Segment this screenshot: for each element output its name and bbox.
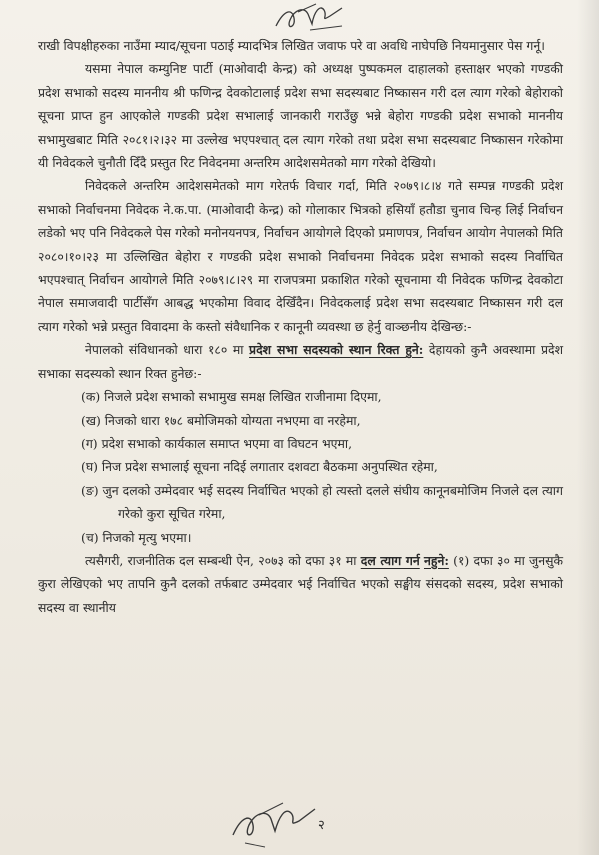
- document-body: [38, 34, 563, 619]
- list-item: (ख) निजको धारा १७८ बमोजिमको योग्यता नभएमा वा नरहेमा,: [81, 412, 361, 428]
- list-item: (घ) निज प्रदेश सभालाई सूचना नदिई लगातार दशवटा बैठकमा अनुपस्थित रहेमा,: [81, 459, 438, 475]
- paragraph-3: निवेदकले अन्तरिम आदेशसमेतको माग गरेतर्फ विचार गर्दा, मिति २०७९।८।४ गते सम्पन्न गण्डकी प्रदेश सभाको निर्वाचनमा निवेदक ने.क.पा. (माओवादी केन्द्र) को गोलाकार भित्रको हसियाँ हतौडा चुनाव चिन्ह लिई निर्वाचन लडेको भए पनि निवेदकले पेस गरेको मनोनयनपत्र, निर्वाचन आयोगले दिएको प्रमाणपत्र, निर्वाचन आयोग नेपालको मिति २०८०।१०।२३ मा उल्लिखित बेहोरा र गण्डकी प्रदेश सभाको निर्वाचनमा निवेदक प्रदेश सभाको सदस्य निर्वाचित भएपश्चात् निर्वाचन आयोगले मिति २०७९।८।२९ मा राजपत्रमा प्रकाशित गरेको सूचनामा यी निवेदक फणिन्द्र देवकोटा नेपाल समाजवादी पार्टीसँग आबद्ध भएकोमा विवाद देखिँदैन। निवेदकलाई प्रदेश सभा सदस्यबाट निष्कासन गरी दल त्याग गरेको भन्ने प्रस्तुत विवादमा के कस्तो संवैधानिक र कानूनी व्यवस्था छ हेर्नु वाञ्छनीय देखिन्छ:-: [38, 178, 563, 334]
- list-item: (च) निजको मृत्यु भएमा।: [81, 529, 192, 545]
- paragraph-5-start: त्यसैगरी, राजनीतिक दल सम्बन्धी ऐन, २०७३ को दफा ३१ मा: [85, 552, 361, 568]
- paragraph-5-end: (१) दफा ३० मा जुनसुकै कुरा लेखिएको भए तापनि कुनै दलको तर्फबाट उम्मेदवार भई निर्वाचित भएको सङ्घीय संसदको सदस्य, प्रदेश सभाको सदस्य वा स्थानीय: [38, 552, 563, 615]
- signature-top: [270, 0, 350, 34]
- page-number: २: [318, 818, 325, 833]
- signature-bottom: [225, 795, 325, 850]
- paragraph-4-end: देहायको कुनै अवस्थामा प्रदेश सभाका सदस्यको स्थान रिक्त हुनेछ:-: [38, 342, 563, 381]
- paragraph-2: यसमा नेपाल कम्युनिष्ट पार्टी (माओवादी केन्द्र) को अध्यक्ष पुष्पकमल दाहालको हस्ताक्षर भएको गण्डकी प्रदेश सभाको सदस्य माननीय श्री फणिन्द्र देवकोटालाई प्रदेश सभा सदस्यबाट निष्कासन गरी दल त्याग गरेको बेहोराको सूचना प्राप्त हुन आएकोले गण्डकी प्रदेश सभालाई जानकारी गराउँछु भन्ने बेहोरा गण्डकी प्रदेश सभाको माननीय सभामुखबाट मिति २०८१।२।३२ मा उल्लेख भएपश्चात् दल त्याग गरेको तथा प्रदेश सभा सदस्यबाट निष्कासन गरेकोमा यी निवेदकले चुनौती दिँदै प्रस्तुत रिट निवेदनमा अन्तरिम आदेशसमेतको माग गरेको देखियो।: [38, 61, 563, 171]
- list-item: (ग) प्रदेश सभाको कार्यकाल समाप्त भएमा वा विघटन भएमा,: [81, 435, 353, 451]
- heading-vacancy: प्रदेश सभा सदस्यको स्थान रिक्त हुने:: [249, 342, 424, 358]
- list-item: (ङ) जुन दलको उम्मेदवार भई सदस्य निर्वाचित भएको हो त्यस्तो दलले संघीय कानूनबमोजिम निजले दल त्याग गरेको कुरा सूचित गरेमा,: [81, 482, 563, 522]
- paragraph-4-start: नेपालको संविधानको धारा १८० मा: [85, 342, 250, 358]
- list-item: (क) निजले प्रदेश सभाको सभामुख समक्ष लिखित राजीनामा दिएमा,: [81, 389, 382, 405]
- paragraph-5: [38, 549, 563, 619]
- vacancy-list: [38, 385, 563, 549]
- page-edge-shadow: [577, 0, 599, 855]
- heading-party-defection-2: नहुने:: [423, 552, 449, 568]
- heading-party-defection-1: दल त्याग गर्न: [360, 552, 420, 568]
- paragraph-1: राखी विपक्षीहरुका नाउँमा म्याद/सूचना पठाई म्यादभित्र लिखित जवाफ परे वा अवधि नाघेपछि नियमानुसार पेस गर्नू।: [38, 38, 545, 53]
- paragraph-4: [38, 338, 563, 385]
